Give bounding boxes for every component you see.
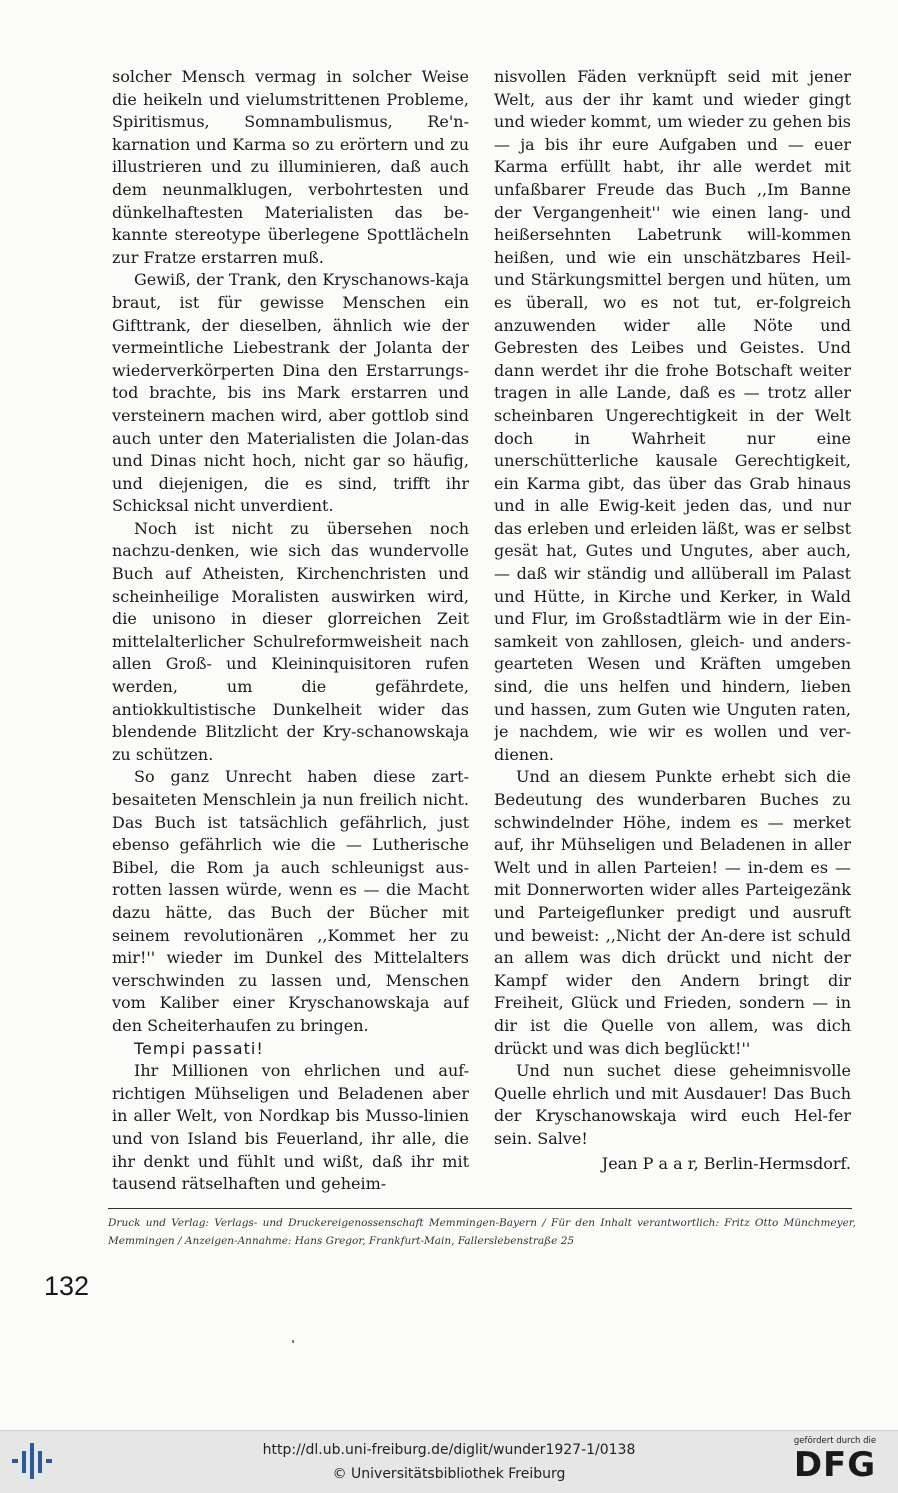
page-number: 132	[44, 1271, 90, 1301]
left-column	[112, 66, 469, 1202]
paragraph: nisvollen Fäden verknüpft seid mit jener Welt, aus der ihr kamt und wieder gingt und wieder kommt, um wieder zu gehen bis — ja bis ihr eure Aufgaben und — euer Karma erfüllt habt, ihr alle werdet mit unfaßbarer Freude das Buch ,,Im Banne der Vergangenheit'' wie einen lang- und heißersehnten Labetrunk will-kommen heißen, und wie ein unschätzbares Heil- und Stärkungsmittel bergen und hüten, um es überall, wo es not tut, er-folgreich anzuwenden wider alle Nöte und Gebresten des Leibes und Geistes. Und dann werdet ihr die frohe Botschaft weiter tragen in alle Lande, daß es — trotz aller scheinbaren Ungerechtigkeit in der Welt doch in Wahrheit nur eine unerschütterliche kausale Gerechtigkeit, ein Karma gibt, das über das Grab hinaus und in alle Ewig-keit jeden das, und nur das erleben und erleiden läßt, was er selbst gesät hat, Gutes und Ungutes, aber auch, — daß wir ständig und allüberall im Palast und Hütte, in Kirche und Kerker, in Wald und Flur, im Großstadtlärm wie in der Ein-samkeit von zahllosen, gleich- und anders-gearteten Wesen und Kräften umgeben sind, die uns helfen und hindern, lieben und hassen, zum Guten wie Unguten raten, je nachdem, wie wir es wollen und ver-dienen.	[494, 67, 851, 764]
right-column	[494, 66, 851, 1202]
paragraph: solcher Mensch vermag in solcher Weise die heikeln und vielumstrittenen Probleme, Spiritismus, Somnambulismus, Re'n-karnation und Karma so zu erörtern und zu illustrieren und zu illuminieren, daß auch dem neunmalklugen, verbohrtesten und dünkelhaftesten Materialisten das be-kannte stereotype überlegene Spottlächeln zur Fratze erstarren muß.	[112, 67, 469, 267]
paragraph: Ihr Millionen von ehrlichen und auf-richtigen Mühseligen und Beladenen aber in aller Welt, von Nordkap bis Musso-linien und von Island bis Feuerland, ihr alle, die ihr denkt und fühlt und wißt, daß ihr mit tausend rätselhaften und geheim-	[112, 1061, 469, 1194]
dfg-sponsor[interactable]	[780, 1436, 890, 1484]
copyright-notice: © Universitätsbibliothek Freiburg	[332, 1466, 566, 1482]
paragraph-tempi-passati: Tempi passati!	[134, 1038, 264, 1058]
scan-speck	[292, 1340, 294, 1343]
signature: Jean P a a r, Berlin-Hermsdorf.	[601, 1153, 851, 1173]
paragraph: Und nun suchet diese geheimnisvolle Quelle ehrlich und mit Ausdauer! Das Buch der Kryschanowskaja wird euch Hel-fer sein. Salve!	[494, 1061, 851, 1148]
paragraph: Und an diesem Punkte erhebt sich die Bedeutung des wunderbaren Buches zu schwindelnder Höhe, indem es — merket auf, ihr Mühseligen und Beladenen in aller Welt und in allen Parteien! — in-dem es — mit Donnerworten wider alles Parteigezänk und Parteigeflunker predigt und ausruft und beweist: ,,Nicht der An-dere ist schuld an allem was dich drückt und nicht der Kampf wider den Andern bringt dir Freiheit, Glück und Frieden, sondern — in dir ist die Quelle von allem, was dich drückt und was dich beglückt!''	[494, 767, 851, 1058]
paragraph: Noch ist nicht zu übersehen noch nachzu-denken, wie sich das wundervolle Buch auf Atheisten, Kirchenchristen und scheinheilige Moralisten auswirken wird, die unisono in dieser glorreichen Zeit mittelalterlicher Schulreformweisheit nach allen Groß- und Kleininquisitoren rufen werden, um die gefährdete, antiokkultistische Dunkelheit wider das blendende Blitzlicht der Kry-schanowskaja zu schützen.	[112, 518, 469, 764]
paragraph: Gewiß, der Trank, den Kryschanows-kaja braut, ist für gewisse Menschen ein Gifttrank, der dieselben, ähnlich wie der vermeintliche Liebestrank der Jolanta der wiederverkörperten Dina den Erstarrungs-tod brachte, bis ins Mark erstarren und versteinern machen wird, aber gottlob sind auch unter den Materialisten die Jolan-das und Dinas nicht hoch, nicht gar so häufig, und diejenigen, die es sind, trifft ihr Schicksal nicht unverdient.	[112, 270, 469, 516]
imprint-divider	[108, 1208, 852, 1209]
document-url[interactable]: http://dl.ub.uni-freiburg.de/diglit/wunder1927-1/0138	[262, 1442, 636, 1458]
imprint-text: Druck und Verlag: Verlags- und Druckereigenossenschaft Memmingen-Bayern / Für den Inhalt verantwortlich: Fritz Otto Münchmeyer, Memmingen / Anzeigen-Annahme: Hans Gregor, Frankfurt-Main, Fallerslebenstraße 25	[108, 1217, 856, 1247]
paragraph: So ganz Unrecht haben diese zart-besaiteten Menschlein ja nun freilich nicht. Das Buch ist tatsächlich gefährlich, just ebenso gefährlich wie die — Lutherische Bibel, die Rom ja auch schleunigst aus-rotten lassen würde, wenn es — die Macht dazu hätte, das Buch der Bücher mit seinem revolutionären ,,Kommet her zu mir!'' wieder im Dunkel des Mittelalters verschwinden zu lassen und, Menschen vom Kaliber einer Kryschanowskaja auf den Scheiterhaufen zu bringen.	[112, 767, 469, 1035]
dfg-logo-icon: DFG	[793, 1445, 877, 1485]
viewer-footer	[0, 1430, 898, 1493]
sponsor-caption: gefördert durch die	[793, 1436, 877, 1446]
